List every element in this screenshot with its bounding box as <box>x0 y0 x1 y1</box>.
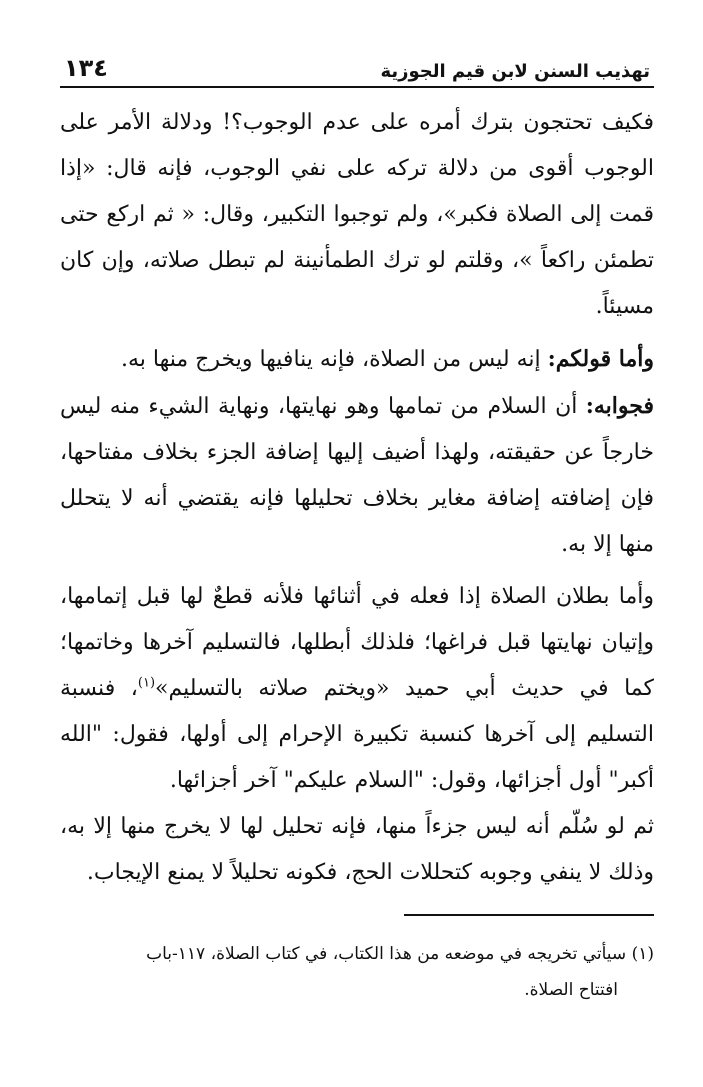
footnote-marker: (١) <box>631 944 654 964</box>
main-text <box>60 100 654 896</box>
running-title: تهذيب السنن لابن قيم الجوزية <box>380 61 650 82</box>
paragraph-text: ثم لو سُلّم أنه ليس جزءاً منها، فإنه تحليل لها لا يخرج منها إلا به، وذلك لا ينفي وجوبه كتحللات الحج، فكونه تحليلاً لا يمنع الإيجاب. <box>60 814 654 885</box>
footnote-continuation <box>60 972 654 1008</box>
footnote-divider <box>404 914 654 916</box>
page-number: ١٣٤ <box>64 54 108 82</box>
paragraph-text: فكيف تحتجون بترك أمره على عدم الوجوب؟! ودلالة الأمر على الوجوب أقوى من دلالة تركه على نفي الوجوب، فإنه قال: «إذا قمت إلى الصلاة فكبر»، ولم توجبوا التكبير، وقال: « ثم اركع حتى تطمئن راكعاً »، وقلتم لو ترك الطمأنينة لم تبطل صلاته، وإن كان مسيئاً. <box>60 110 654 319</box>
paragraph-text-continued: ، فنسبة التسليم إلى آخرها كنسبة تكبيرة الإحرام إلى أولها، فقول: "الله أكبر" أول أجزائها، وقول: "السلام عليكم" آخر أجزائها. <box>60 676 654 793</box>
paragraph-text: إنه ليس من الصلاة، فإنه ينافيها ويخرج منها به. <box>121 347 548 372</box>
paragraph-lead: فجوابه: <box>585 393 654 419</box>
footnote-text-continued: افتتاح الصلاة. <box>524 980 618 1000</box>
paragraph <box>60 100 654 330</box>
paragraph-lead: وأما قولكم: <box>547 346 654 372</box>
page-header <box>60 46 654 88</box>
paragraph <box>60 383 654 568</box>
paragraph <box>60 574 654 804</box>
book-page <box>60 46 654 1008</box>
footnote-reference[interactable]: (١) <box>137 675 156 691</box>
footnote <box>60 936 654 972</box>
paragraph-text: وأما بطلان الصلاة إذا فعله في أثنائها فلأنه قطعٌ لها قبل إتمامها، وإتيان نهايتها قبل فراغها؛ فلذلك أبطلها، فالتسليم آخرها وخاتمها؛ كما في حديث أبي حميد «ويختم صلاته بالتسليم» <box>60 584 654 701</box>
footnote-text: سيأتي تخريجه في موضعه من هذا الكتاب، في كتاب الصلاة، ١١٧-باب <box>146 944 627 964</box>
paragraph <box>60 336 654 383</box>
paragraph <box>60 804 654 896</box>
paragraph-text: أن السلام من تمامها وهو نهايتها، ونهاية الشيء منه ليس خارجاً عن حقيقته، ولهذا أضيف إليها إضافة الجزء بخلاف مفتاحها، فإن إضافته إضافة مغاير بخلاف تحليلها فإنه يقتضي أنه لا يتحلل منها إلا به. <box>60 394 654 557</box>
footnotes <box>60 936 654 1008</box>
